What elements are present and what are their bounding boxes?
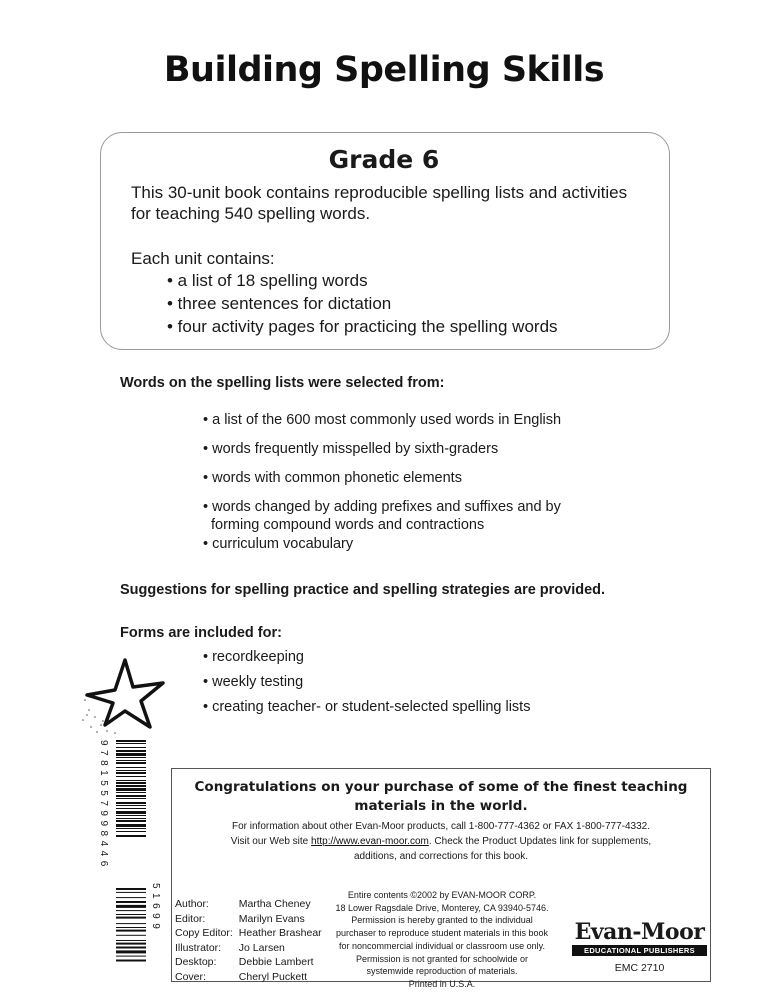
words-item: • words changed by adding prefixes and suffixes and by forming compound words and contractions — [203, 499, 561, 533]
credit-name: Heather Brashear — [238, 927, 322, 939]
credit-row — [175, 941, 328, 956]
permission-line: Permission is hereby granted to the individual purchaser to reproduce student materials in this book for noncommercial individual or classroom use only. — [335, 915, 549, 951]
barcode-bar — [116, 767, 146, 768]
barcode-bar — [116, 743, 146, 744]
barcode-bar — [116, 950, 146, 953]
barcode-bar — [116, 824, 146, 827]
credit-name: Debbie Lambert — [238, 956, 314, 968]
words-item: • words with common phonetic elements — [203, 470, 462, 486]
words-item: • curriculum vocabulary — [203, 536, 354, 552]
credit-name: Martha Cheney — [238, 898, 311, 910]
words-item: • words frequently misspelled by sixth-graders — [203, 441, 499, 457]
barcode-bar — [116, 888, 146, 890]
grade-heading: Grade 6 — [328, 145, 440, 174]
words-item: • a list of the 600 most commonly used words in English — [203, 412, 562, 428]
barcode-bar — [116, 808, 146, 809]
barcode-bar — [116, 785, 146, 787]
barcode-bar — [116, 927, 146, 928]
words-heading: Words on the spelling lists were selected from: — [120, 375, 445, 391]
congratulations-text: Congratulations on your purchase of some of the finest teaching materials in the world. — [194, 779, 688, 814]
legal-text — [332, 889, 552, 991]
credit-role: Author: — [175, 898, 209, 910]
logo-name: Evan-Moor — [574, 919, 705, 945]
barcode-bar — [116, 782, 146, 784]
credit-row — [175, 897, 328, 912]
barcode-bar — [116, 762, 146, 764]
barcode-bar — [116, 792, 146, 793]
barcode-bar — [116, 815, 146, 816]
barcode-bar — [116, 747, 146, 748]
unit-item: • three sentences for dictation — [167, 294, 392, 313]
unit-heading: Each unit contains: — [131, 249, 275, 268]
barcode-bar — [116, 960, 146, 962]
barcode-bar — [116, 831, 146, 832]
unit-item: • a list of 18 spelling words — [167, 271, 368, 290]
forms-heading: Forms are included for: — [120, 625, 282, 641]
barcode-bar — [116, 905, 146, 908]
credit-row — [175, 912, 328, 927]
address-line: 18 Lower Ragsdale Drive, Monterey, CA 93940-5746. — [335, 902, 549, 913]
barcode-bar — [116, 750, 146, 752]
credit-row — [175, 926, 328, 941]
evan-moor-logo — [572, 919, 707, 974]
credit-role: Editor: — [175, 912, 206, 925]
barcode-bar — [116, 757, 146, 758]
star-icon — [75, 655, 175, 735]
barcode-bar — [116, 835, 146, 837]
barcode-bar — [116, 897, 146, 898]
barcode-bar — [116, 802, 146, 804]
barcode-bar — [116, 798, 146, 799]
credit-role: Illustrator: — [175, 941, 222, 954]
credit-role: Cover: — [175, 970, 206, 983]
updates-text: . Check the Product Updates link for supplements, additions, and corrections for this book. — [354, 836, 652, 862]
forms-item: • weekly testing — [203, 674, 304, 690]
book-title: Building Spelling Skills — [163, 50, 605, 90]
credit-row — [175, 955, 328, 970]
credit-row — [175, 970, 328, 985]
suggestions-text: Suggestions for spelling practice and spelling strategies are provided. — [120, 582, 606, 598]
credit-name: Jo Larsen — [238, 941, 285, 954]
contact-info — [172, 819, 710, 864]
barcode-bar — [116, 760, 146, 761]
barcode-bar — [116, 901, 146, 903]
barcode-bar — [116, 753, 146, 756]
barcode-bar — [116, 828, 146, 829]
barcode-bar — [116, 947, 146, 949]
unit-item: • four activity pages for practicing the spelling words — [167, 317, 558, 336]
barcode-bar — [116, 923, 146, 924]
phone-info: For information about other Evan-Moor products, call 1-800-777-4362 or FAX 1-800-777-4332. — [231, 821, 650, 832]
credit-role: Copy Editor: — [175, 927, 233, 939]
barcode-bar — [116, 910, 146, 911]
barcode-bar — [116, 780, 146, 781]
barcode-bar — [116, 818, 146, 819]
barcode — [112, 740, 148, 976]
restriction-line: Permission is not granted for schoolwide or systemwide reproduction of materials. — [355, 953, 529, 977]
barcode-bar — [116, 772, 146, 774]
barcode-bar — [116, 943, 146, 945]
isbn-digits: 9781557998446 — [98, 740, 109, 871]
forms-item: • creating teacher- or student-selected spelling lists — [203, 699, 531, 715]
barcode-bar — [116, 930, 146, 932]
barcode-bar — [116, 811, 146, 814]
website-link[interactable]: http://www.evan-moor.com — [311, 836, 429, 847]
printed-line: Printed in U.S.A. — [408, 978, 476, 989]
copyright-line: Entire contents ©2002 by EVAN-MOOR CORP. — [347, 890, 537, 900]
logo-tagline: EDUCATIONAL PUBLISHERS — [572, 945, 707, 956]
barcode-bar — [116, 788, 146, 791]
barcode-bar — [116, 770, 146, 771]
forms-item: • recordkeeping — [203, 649, 304, 665]
barcode-bar — [116, 940, 146, 941]
barcode-bar — [116, 805, 146, 806]
product-code: EMC 2710 — [614, 962, 665, 974]
intro-text: This 30-unit book contains reproducible spelling lists and activities for teaching 540 spelling words. — [131, 183, 628, 223]
barcode-bar — [116, 935, 146, 936]
publisher-footer — [171, 768, 711, 989]
credit-name: Marilyn Evans — [238, 912, 305, 925]
barcode-bar — [116, 892, 146, 893]
barcode-bar — [116, 917, 146, 919]
price-digits: 51699 — [150, 883, 161, 934]
barcode-bar — [116, 776, 146, 777]
barcode-bar — [116, 740, 146, 742]
barcode-bar — [116, 914, 146, 915]
credits-table — [175, 897, 328, 984]
visit-text: Visit our Web site — [230, 836, 312, 847]
credit-role: Desktop: — [175, 956, 217, 968]
barcode-bar — [116, 956, 146, 957]
barcode-bar — [116, 820, 146, 822]
barcode-bar — [116, 795, 146, 797]
credit-name: Cheryl Puckett — [238, 970, 308, 983]
